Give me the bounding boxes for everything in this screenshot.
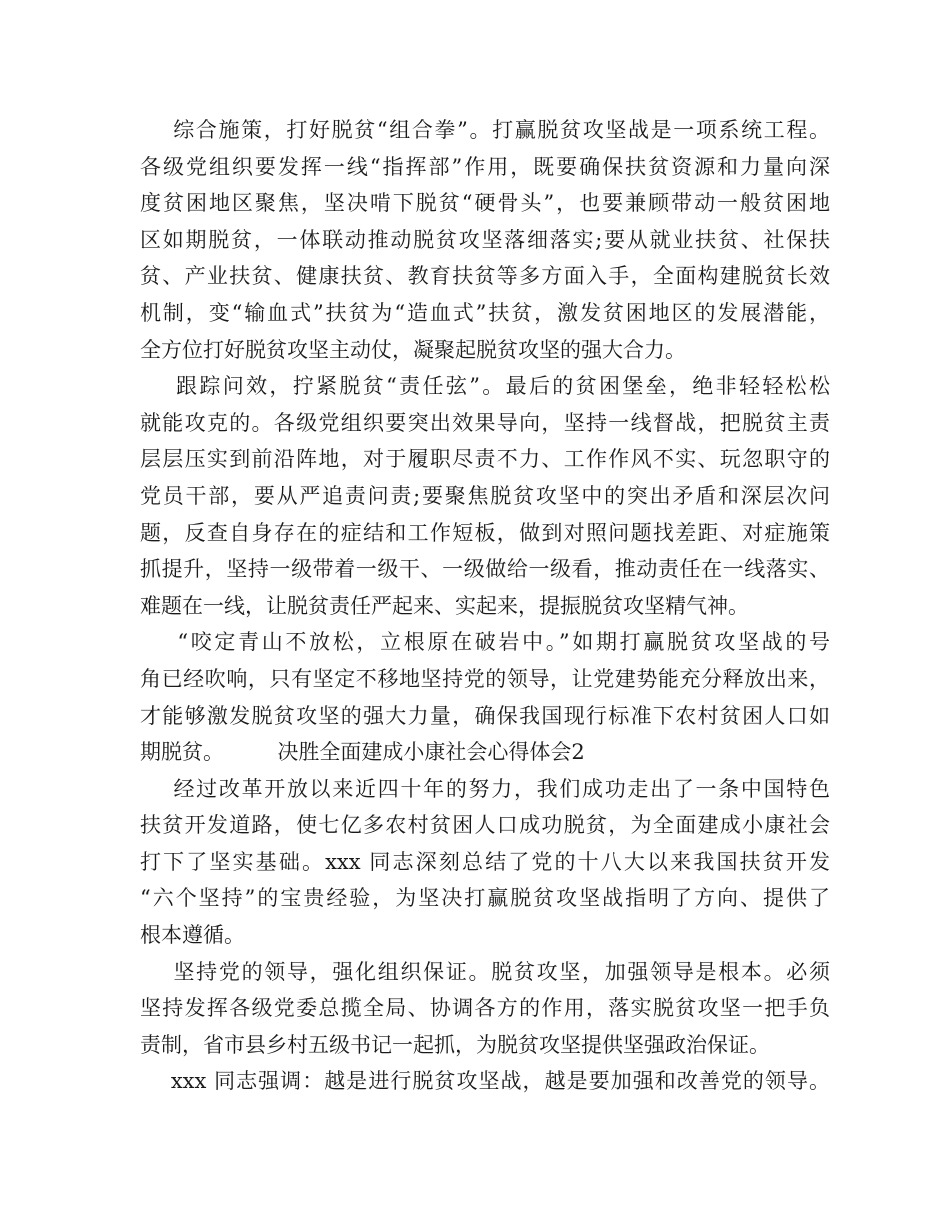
text-line: “六个坚持”的宝贵经验，为坚决打赢脱贫攻坚战指明了方向、提供了 [140,886,830,911]
text-line: xxx 同志强调：越是进行脱贫攻坚战，越是要加强和改善党的领导。 [140,1069,830,1094]
text-line: 坚持党的领导，强化组织保证。脱贫攻坚，加强领导是根本。必须 [140,959,830,984]
text-line: 党员干部，要从严追责问责;要聚焦脱贫攻坚中的突出矛盾和深层次问 [140,483,830,508]
text-line: 机制，变“输血式”扶贫为“造血式”扶贫，激发贫困地区的发展潜能， [140,300,830,325]
text-line: 责制，省市县乡村五级书记一起抓，为脱贫攻坚提供坚强政治保证。 [140,1032,770,1057]
text-line: 打下了坚实基础。xxx 同志深刻总结了党的十八大以来我国扶贫开发 [140,849,830,874]
text-line: 坚持发挥各级党委总揽全局、协调各方的作用，落实脱贫攻坚一把手负 [140,996,830,1021]
section-heading-line: 期脱贫。 决胜全面建成小康社会心得体会2 [140,740,585,765]
text-line: 跟踪问效，拧紧脱贫“责任弦”。最后的贫困堡垒，绝非轻轻松松 [140,374,830,399]
text-line: 经过改革开放以来近四十年的努力，我们成功走出了一条中国特色 [140,776,830,801]
text-line: 区如期脱贫，一体联动推动脱贫攻坚落细落实;要从就业扶贫、社保扶 [140,227,830,252]
document-body [140,112,830,1100]
text-line: 就能攻克的。各级党组织要突出效果导向，坚持一线督战，把脱贫主责 [140,410,830,435]
text-line: 综合施策，打好脱贫“组合拳”。打赢脱贫攻坚战是一项系统工程。 [140,118,830,142]
text-line: 抓提升，坚持一级带着一级干、一级做给一级看，推动责任在一线落实、 [140,557,830,582]
text-line: “咬定青山不放松，立根原在破岩中。”如期打赢脱贫攻坚战的号 [140,630,830,655]
text-line: 角已经吹响，只有坚定不移地坚持党的领导，让党建势能充分释放出来， [140,666,830,691]
text-line: 度贫困地区聚焦，坚决啃下脱贫“硬骨头”，也要兼顾带动一般贫困地 [140,191,830,216]
text-line: 扶贫开发道路，使七亿多农村贫困人口成功脱贫，为全面建成小康社会 [140,813,830,838]
text-line: 题，反查自身存在的症结和工作短板，做到对照问题找差距、对症施策 [140,520,830,545]
text-line: 才能够激发脱贫攻坚的强大力量，确保我国现行标准下农村贫困人口如 [140,703,830,728]
text-line: 难题在一线，让脱贫责任严起来、实起来，提振脱贫攻坚精气神。 [140,593,749,618]
text-line: 全方位打好脱贫攻坚主动仗，凝聚起脱贫攻坚的强大合力。 [140,337,686,362]
text-line: 贫、产业扶贫、健康扶贫、教育扶贫等多方面入手，全面构建脱贫长效 [140,264,830,289]
text-line: 各级党组织要发挥一线“指挥部”作用，既要确保扶贫资源和力量向深 [140,154,830,179]
text-line: 层层压实到前沿阵地，对于履职尽责不力、工作作风不实、玩忽职守的 [140,447,830,472]
text-line: 根本遵循。 [140,923,245,948]
